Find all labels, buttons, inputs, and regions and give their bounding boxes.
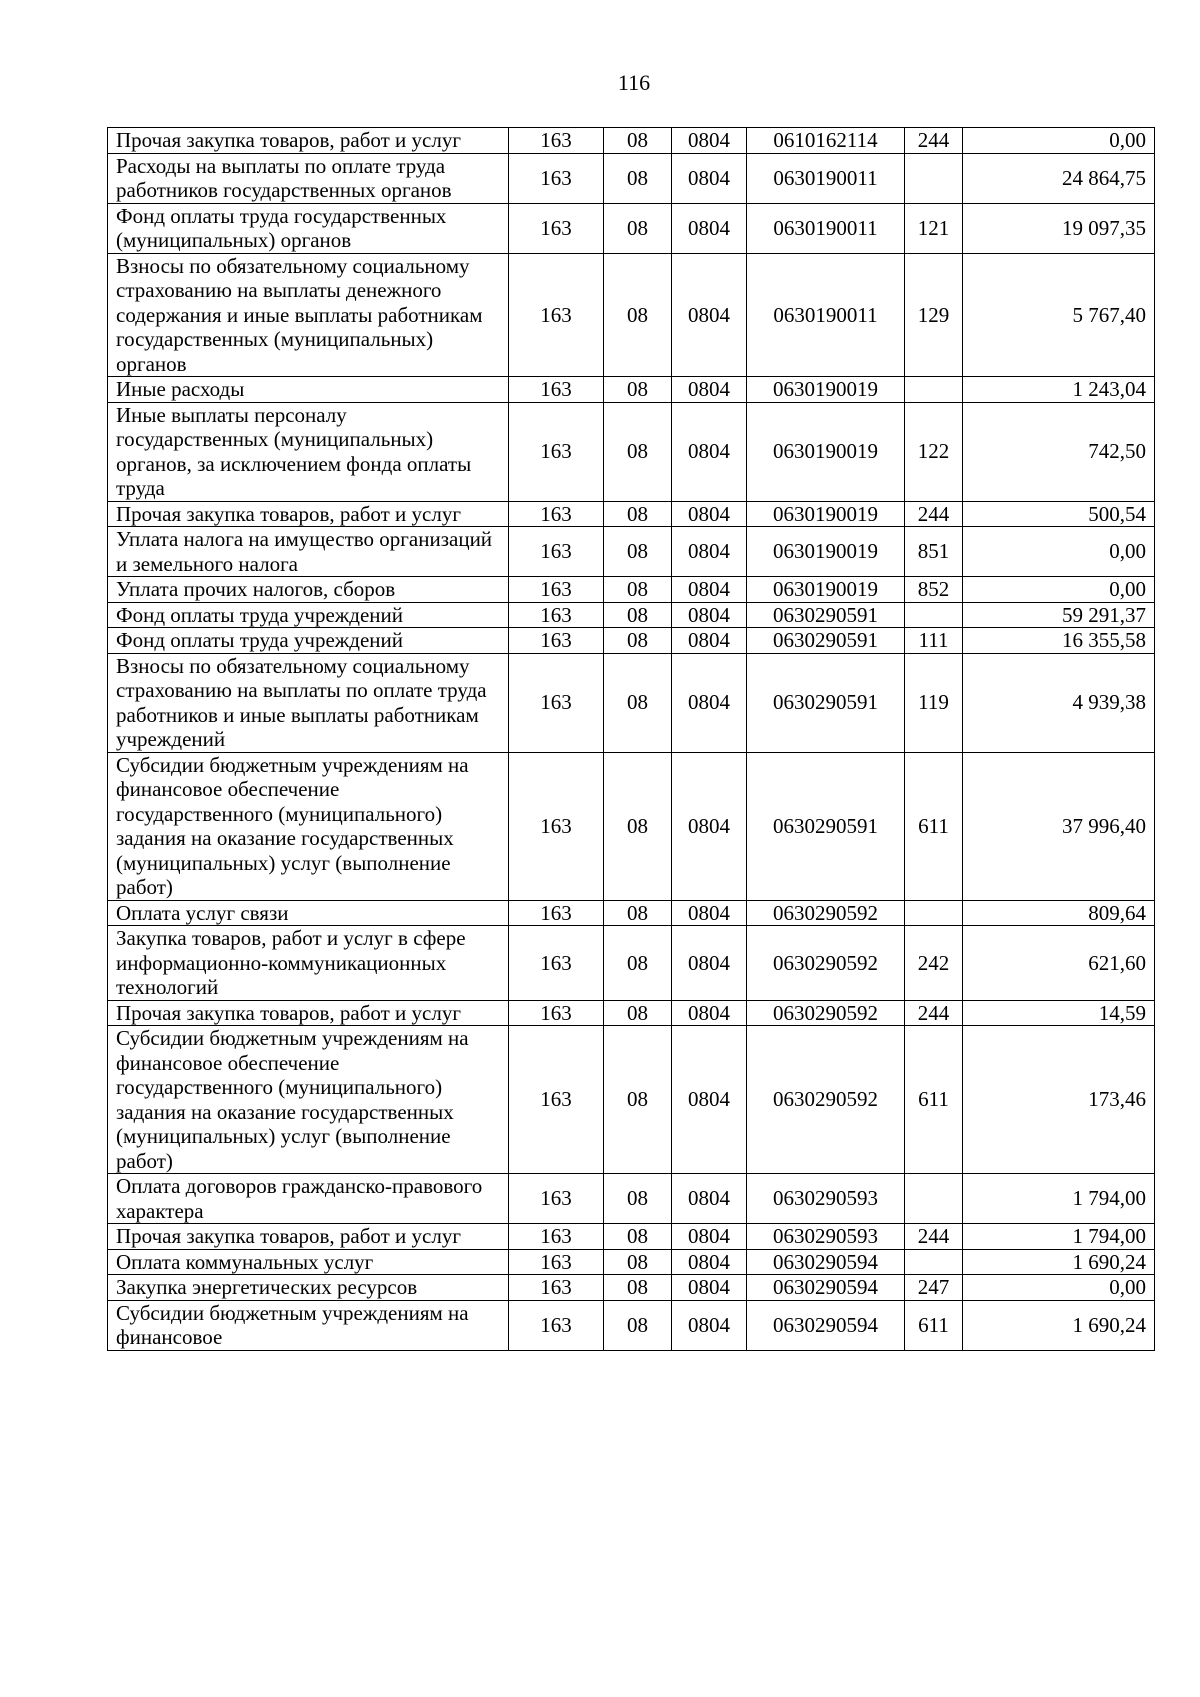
expense-name-cell: Субсидии бюджетным учреждениям на финансовое (108, 1300, 509, 1350)
table-row (108, 1275, 1155, 1301)
expense-type-cell: 851 (905, 527, 963, 577)
table-row (108, 153, 1155, 203)
department-code-cell: 163 (509, 653, 604, 752)
section-code-cell: 08 (604, 653, 672, 752)
table-row (108, 1174, 1155, 1224)
target-article-cell: 0630190011 (747, 253, 905, 377)
section-code-cell: 08 (604, 153, 672, 203)
subsection-code-cell: 0804 (672, 128, 747, 154)
expense-name-cell: Закупка товаров, работ и услуг в сфере информационно-коммуникационных технологий (108, 926, 509, 1001)
target-article-cell: 0630290592 (747, 900, 905, 926)
expense-name-cell: Оплата коммунальных услуг (108, 1249, 509, 1275)
target-article-cell: 0630190019 (747, 577, 905, 603)
target-article-cell: 0630290594 (747, 1300, 905, 1350)
page-number: 116 (617, 70, 651, 95)
subsection-code-cell: 0804 (672, 1275, 747, 1301)
subsection-code-cell: 0804 (672, 153, 747, 203)
subsection-code-cell: 0804 (672, 253, 747, 377)
subsection-code-cell: 0804 (672, 527, 747, 577)
section-code-cell: 08 (604, 1000, 672, 1026)
table-row (108, 501, 1155, 527)
department-code-cell: 163 (509, 900, 604, 926)
table-row (108, 128, 1155, 154)
subsection-code-cell: 0804 (672, 203, 747, 253)
expense-type-cell: 244 (905, 1224, 963, 1250)
expense-name-cell: Уплата прочих налогов, сборов (108, 577, 509, 603)
subsection-code-cell: 0804 (672, 377, 747, 403)
expense-type-cell: 611 (905, 752, 963, 900)
subsection-code-cell: 0804 (672, 1026, 747, 1174)
target-article-cell: 0610162114 (747, 128, 905, 154)
table-row (108, 628, 1155, 654)
target-article-cell: 0630290592 (747, 926, 905, 1001)
expense-type-cell: 242 (905, 926, 963, 1001)
table-row (108, 402, 1155, 501)
amount-cell: 1 794,00 (963, 1224, 1155, 1250)
target-article-cell: 0630190011 (747, 203, 905, 253)
target-article-cell: 0630290594 (747, 1249, 905, 1275)
table-row (108, 377, 1155, 403)
section-code-cell: 08 (604, 1249, 672, 1275)
subsection-code-cell: 0804 (672, 653, 747, 752)
amount-cell: 742,50 (963, 402, 1155, 501)
expense-name-cell: Взносы по обязательному социальному страхованию на выплаты денежного содержания и иные выплаты работникам государственных (муниципальных) органов (108, 253, 509, 377)
section-code-cell: 08 (604, 1026, 672, 1174)
section-code-cell: 08 (604, 501, 672, 527)
amount-cell: 37 996,40 (963, 752, 1155, 900)
table-row (108, 253, 1155, 377)
expense-type-cell (905, 1174, 963, 1224)
expense-name-cell: Расходы на выплаты по оплате труда работников государственных органов (108, 153, 509, 203)
expense-type-cell: 111 (905, 628, 963, 654)
table-row (108, 900, 1155, 926)
table-row (108, 752, 1155, 900)
expense-name-cell: Фонд оплаты труда государственных (муниципальных) органов (108, 203, 509, 253)
expense-name-cell: Оплата договоров гражданско-правового характера (108, 1174, 509, 1224)
amount-cell: 24 864,75 (963, 153, 1155, 203)
target-article-cell: 0630290591 (747, 653, 905, 752)
amount-cell: 0,00 (963, 128, 1155, 154)
target-article-cell: 0630190019 (747, 402, 905, 501)
department-code-cell: 163 (509, 577, 604, 603)
target-article-cell: 0630290591 (747, 752, 905, 900)
expense-type-cell: 247 (905, 1275, 963, 1301)
expense-name-cell: Иные выплаты персоналу государственных (муниципальных) органов, за исключением фонда оплаты труда (108, 402, 509, 501)
amount-cell: 14,59 (963, 1000, 1155, 1026)
expense-name-cell: Взносы по обязательному социальному страхованию на выплаты по оплате труда работников и иные выплаты работникам учреждений (108, 653, 509, 752)
expense-type-cell: 129 (905, 253, 963, 377)
target-article-cell: 0630290593 (747, 1174, 905, 1224)
department-code-cell: 163 (509, 253, 604, 377)
expense-name-cell: Закупка энергетических ресурсов (108, 1275, 509, 1301)
table-row (108, 653, 1155, 752)
department-code-cell: 163 (509, 1174, 604, 1224)
target-article-cell: 0630290594 (747, 1275, 905, 1301)
amount-cell: 1 690,24 (963, 1249, 1155, 1275)
amount-cell: 173,46 (963, 1026, 1155, 1174)
subsection-code-cell: 0804 (672, 1249, 747, 1275)
expense-type-cell (905, 153, 963, 203)
department-code-cell: 163 (509, 377, 604, 403)
department-code-cell: 163 (509, 1275, 604, 1301)
target-article-cell: 0630190019 (747, 501, 905, 527)
expense-type-cell: 244 (905, 501, 963, 527)
table-row (108, 1300, 1155, 1350)
department-code-cell: 163 (509, 128, 604, 154)
expense-name-cell: Уплата налога на имущество организаций и земельного налога (108, 527, 509, 577)
amount-cell: 621,60 (963, 926, 1155, 1001)
amount-cell: 4 939,38 (963, 653, 1155, 752)
amount-cell: 19 097,35 (963, 203, 1155, 253)
target-article-cell: 0630190011 (747, 153, 905, 203)
department-code-cell: 163 (509, 926, 604, 1001)
table-body (108, 128, 1155, 1351)
budget-table (107, 127, 1155, 1351)
amount-cell: 1 243,04 (963, 377, 1155, 403)
subsection-code-cell: 0804 (672, 1224, 747, 1250)
expense-name-cell: Субсидии бюджетным учреждениям на финансовое обеспечение государственного (муниципального) задания на оказание государственных (муниципальных) услуг (выполнение работ) (108, 752, 509, 900)
expense-name-cell: Фонд оплаты труда учреждений (108, 628, 509, 654)
expense-type-cell: 122 (905, 402, 963, 501)
target-article-cell: 0630290591 (747, 602, 905, 628)
expense-name-cell: Иные расходы (108, 377, 509, 403)
amount-cell: 809,64 (963, 900, 1155, 926)
expense-type-cell (905, 900, 963, 926)
subsection-code-cell: 0804 (672, 1300, 747, 1350)
target-article-cell: 0630290593 (747, 1224, 905, 1250)
subsection-code-cell: 0804 (672, 900, 747, 926)
subsection-code-cell: 0804 (672, 1174, 747, 1224)
expense-type-cell (905, 377, 963, 403)
expense-name-cell: Прочая закупка товаров, работ и услуг (108, 1224, 509, 1250)
department-code-cell: 163 (509, 402, 604, 501)
section-code-cell: 08 (604, 1275, 672, 1301)
expense-name-cell: Субсидии бюджетным учреждениям на финансовое обеспечение государственного (муниципального) задания на оказание государственных (муниципальных) услуг (выполнение работ) (108, 1026, 509, 1174)
section-code-cell: 08 (604, 128, 672, 154)
expense-type-cell: 119 (905, 653, 963, 752)
table-row (108, 1224, 1155, 1250)
section-code-cell: 08 (604, 752, 672, 900)
department-code-cell: 163 (509, 752, 604, 900)
department-code-cell: 163 (509, 1249, 604, 1275)
amount-cell: 5 767,40 (963, 253, 1155, 377)
section-code-cell: 08 (604, 602, 672, 628)
amount-cell: 500,54 (963, 501, 1155, 527)
expense-type-cell: 611 (905, 1026, 963, 1174)
department-code-cell: 163 (509, 1224, 604, 1250)
subsection-code-cell: 0804 (672, 402, 747, 501)
expense-name-cell: Прочая закупка товаров, работ и услуг (108, 501, 509, 527)
amount-cell: 16 355,58 (963, 628, 1155, 654)
target-article-cell: 0630290591 (747, 628, 905, 654)
expense-type-cell: 852 (905, 577, 963, 603)
department-code-cell: 163 (509, 1300, 604, 1350)
expense-name-cell: Прочая закупка товаров, работ и услуг (108, 1000, 509, 1026)
table-row (108, 527, 1155, 577)
section-code-cell: 08 (604, 377, 672, 403)
expense-type-cell: 611 (905, 1300, 963, 1350)
subsection-code-cell: 0804 (672, 926, 747, 1001)
expense-name-cell: Оплата услуг связи (108, 900, 509, 926)
amount-cell: 0,00 (963, 577, 1155, 603)
subsection-code-cell: 0804 (672, 752, 747, 900)
table-row (108, 1249, 1155, 1275)
table-row (108, 203, 1155, 253)
subsection-code-cell: 0804 (672, 628, 747, 654)
amount-cell: 59 291,37 (963, 602, 1155, 628)
expense-type-cell: 244 (905, 128, 963, 154)
section-code-cell: 08 (604, 1300, 672, 1350)
section-code-cell: 08 (604, 527, 672, 577)
table-row (108, 926, 1155, 1001)
section-code-cell: 08 (604, 253, 672, 377)
expense-type-cell (905, 1249, 963, 1275)
target-article-cell: 0630190019 (747, 377, 905, 403)
table-row (108, 1000, 1155, 1026)
amount-cell: 0,00 (963, 1275, 1155, 1301)
section-code-cell: 08 (604, 1224, 672, 1250)
section-code-cell: 08 (604, 577, 672, 603)
department-code-cell: 163 (509, 602, 604, 628)
section-code-cell: 08 (604, 900, 672, 926)
table-row (108, 577, 1155, 603)
subsection-code-cell: 0804 (672, 602, 747, 628)
expense-type-cell: 244 (905, 1000, 963, 1026)
amount-cell: 0,00 (963, 527, 1155, 577)
subsection-code-cell: 0804 (672, 577, 747, 603)
section-code-cell: 08 (604, 628, 672, 654)
department-code-cell: 163 (509, 153, 604, 203)
department-code-cell: 163 (509, 501, 604, 527)
department-code-cell: 163 (509, 1000, 604, 1026)
department-code-cell: 163 (509, 1026, 604, 1174)
expense-type-cell (905, 602, 963, 628)
table-row (108, 1026, 1155, 1174)
target-article-cell: 0630190019 (747, 527, 905, 577)
section-code-cell: 08 (604, 1174, 672, 1224)
expense-name-cell: Фонд оплаты труда учреждений (108, 602, 509, 628)
subsection-code-cell: 0804 (672, 1000, 747, 1026)
section-code-cell: 08 (604, 402, 672, 501)
target-article-cell: 0630290592 (747, 1000, 905, 1026)
subsection-code-cell: 0804 (672, 501, 747, 527)
target-article-cell: 0630290592 (747, 1026, 905, 1174)
department-code-cell: 163 (509, 527, 604, 577)
amount-cell: 1 690,24 (963, 1300, 1155, 1350)
section-code-cell: 08 (604, 926, 672, 1001)
department-code-cell: 163 (509, 203, 604, 253)
expense-name-cell: Прочая закупка товаров, работ и услуг (108, 128, 509, 154)
table-row (108, 602, 1155, 628)
department-code-cell: 163 (509, 628, 604, 654)
section-code-cell: 08 (604, 203, 672, 253)
amount-cell: 1 794,00 (963, 1174, 1155, 1224)
expense-type-cell: 121 (905, 203, 963, 253)
